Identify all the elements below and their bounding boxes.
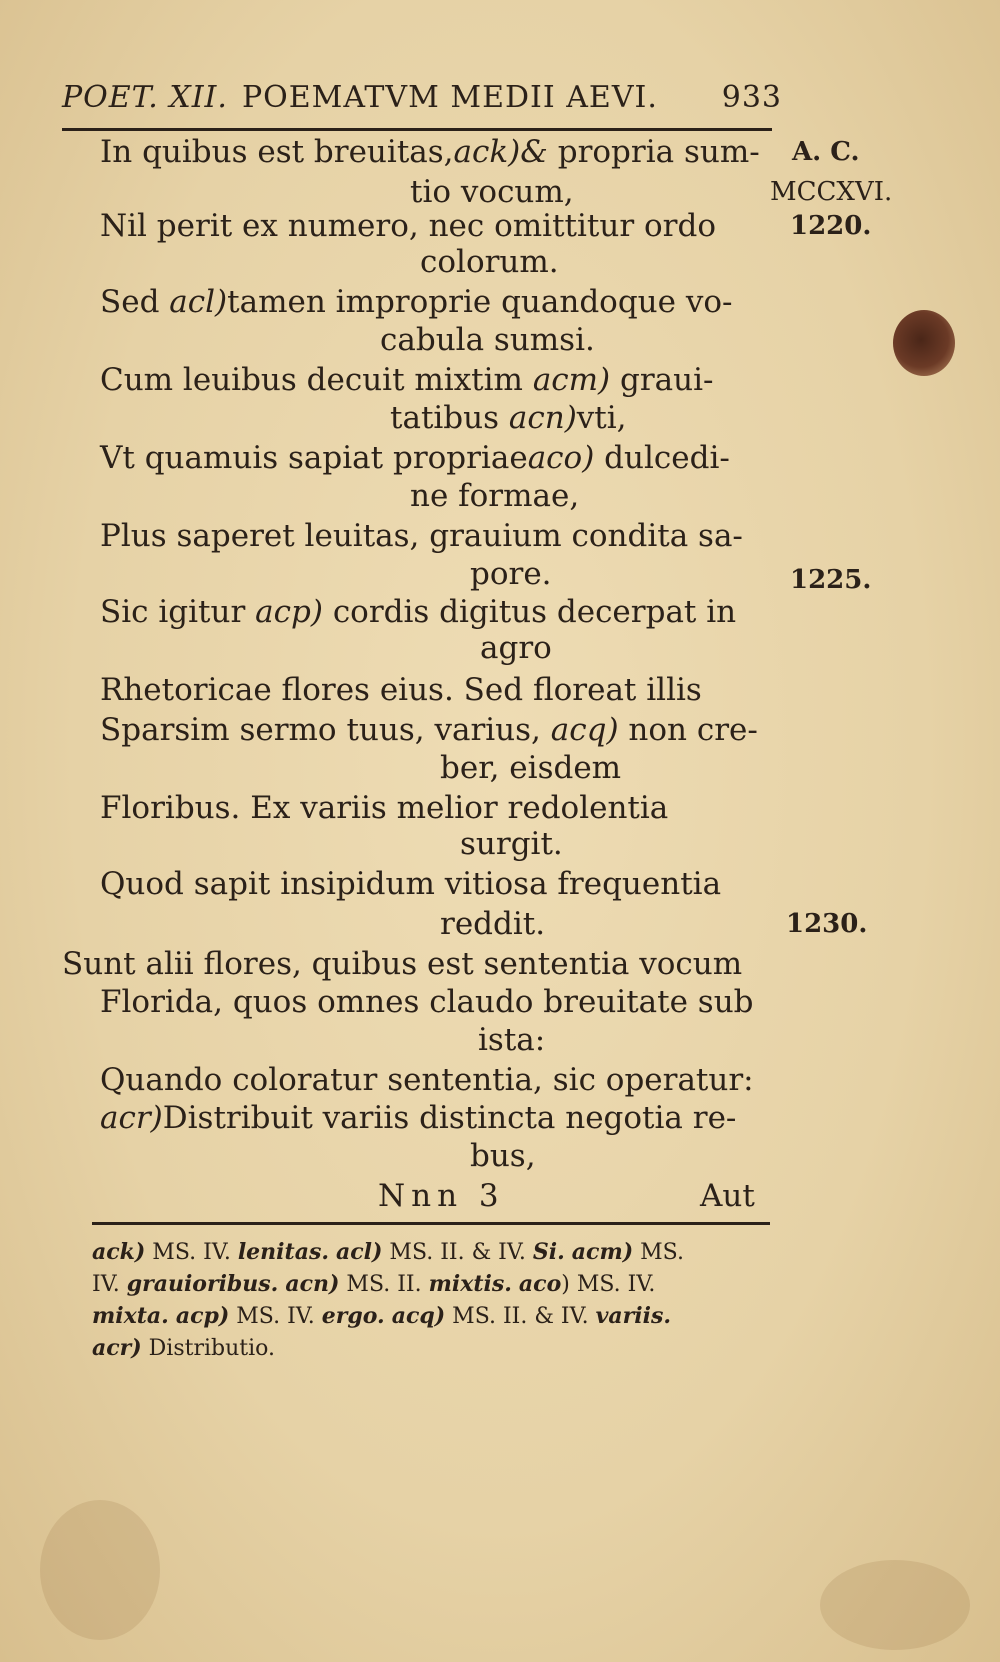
footnote-ref: acq) [550, 712, 619, 748]
verse-text: tatibus [390, 400, 500, 436]
footnote-rule [92, 1222, 770, 1225]
footnote-text [329, 1240, 336, 1265]
verse-continuation: agro [480, 630, 552, 666]
footnote-italic: ack) [92, 1239, 146, 1265]
verse-continuation: bus, [470, 1138, 536, 1174]
footnote-ref: acp) [255, 594, 323, 630]
verse-text: dulcedi- [604, 440, 730, 476]
footnote-text [565, 1240, 572, 1265]
footnote-text: ) MS. IV. [561, 1272, 656, 1297]
foxing-spot [40, 1500, 160, 1640]
verse-line [100, 438, 730, 478]
verse-continuation: surgit. [460, 826, 563, 862]
footnote-text: MS. IV. [145, 1240, 238, 1265]
foxing-spot [820, 1560, 970, 1650]
footnote-text: Distributio. [141, 1336, 275, 1361]
footnote-text: MS. II. [339, 1272, 429, 1297]
footnote-italic: grauioribus. [126, 1271, 279, 1297]
verse-text: graui- [620, 362, 714, 398]
footnote-line [92, 1268, 792, 1301]
verse-line: Quando coloratur sententia, sic operatur: [100, 1062, 754, 1098]
verse-line: Floribus. Ex variis melior redolentia [100, 790, 669, 826]
footnote-line [92, 1332, 792, 1365]
verse-continuation: reddit. [440, 906, 546, 942]
verse-continuation: ber, eisdem [440, 750, 622, 786]
footnote-text: MS. II. & IV. [382, 1240, 533, 1265]
footnote-text: MS. IV. [229, 1304, 322, 1329]
ink-stain [893, 310, 955, 376]
verse-line: Quod sapit insipidum vitiosa frequentia [100, 866, 722, 902]
verse-text: non cre- [628, 712, 758, 748]
signature-mark: Nnn 3 [378, 1178, 505, 1214]
verse-line [100, 710, 758, 750]
margin-line-number: 1220. [790, 211, 872, 241]
margin-year: MCCXVI. [770, 177, 893, 207]
verse-continuation: pore. [470, 556, 552, 592]
footnote-italic: mixtis. [428, 1271, 512, 1297]
verse-line: Plus saperet leuitas, grauium condita sa- [100, 518, 743, 554]
verse-line: Nil perit ex numero, nec omittitur ordo [100, 208, 717, 244]
footnote-text [512, 1272, 519, 1297]
footnote-text: MS. II. & IV. [445, 1304, 596, 1329]
footnote-italic: ergo. [321, 1303, 385, 1329]
footnote-italic: lenitas. [237, 1239, 329, 1265]
footnote-ref: aco) [527, 440, 595, 476]
catchword: Aut [700, 1178, 755, 1214]
footnote-italic: acq) [391, 1303, 446, 1329]
footnote-text: IV. [92, 1272, 127, 1297]
verse-continuation: tio vocum, [410, 174, 574, 210]
verse-text: tamen improprie quandoque vo- [227, 284, 733, 320]
header-section: POET. XII. [62, 80, 228, 115]
footnote-italic: mixta. [92, 1303, 169, 1329]
verse-text: Sparsim sermo tuus, varius, [100, 712, 541, 748]
footnote-line [92, 1300, 792, 1333]
running-header [62, 80, 782, 120]
footnote-italic: acp) [175, 1303, 230, 1329]
verse-line: Sunt alii flores, quibus est sententia vocum [62, 946, 743, 982]
footnote-italic: acn) [285, 1271, 340, 1297]
ampersand: & [520, 134, 548, 170]
footnote-ref: acn) [508, 400, 577, 436]
footnote-italic: Si. [532, 1239, 565, 1265]
footnote-text [169, 1304, 176, 1329]
verse-text: Distribuit variis distincta negotia re- [162, 1100, 737, 1136]
verse-text: cordis digitus decerpat in [332, 594, 737, 630]
verse-text: Sed [100, 284, 160, 320]
verse-line: Florida, quos omnes claudo breuitate sub [100, 984, 754, 1020]
verse-line [100, 132, 760, 172]
verse-text: Vt quamuis sapiat propriae [100, 440, 528, 476]
verse-continuation: colorum. [420, 244, 559, 280]
verse-line [100, 592, 736, 632]
verse-line [100, 1098, 736, 1138]
header-title: POEMATVM MEDII AEVI. [242, 80, 658, 115]
verse-continuation: cabula sumsi. [380, 322, 595, 358]
margin-year-label: A. C. [792, 137, 860, 167]
verse-text: propria sum- [557, 134, 760, 170]
footnote-text: MS. [633, 1240, 684, 1265]
footnote-italic: variis. [595, 1303, 672, 1329]
verse-continuation: ista: [478, 1022, 546, 1058]
page-number: 933 [721, 80, 782, 115]
verse-continuation [390, 398, 627, 438]
margin-line-number: 1225. [790, 565, 872, 595]
footnote-italic: aco [518, 1271, 562, 1297]
footnote-ref: acm) [532, 362, 611, 398]
verse-text: Sic igitur [100, 594, 246, 630]
footnote-ref: ack) [453, 134, 521, 170]
verse-text: In quibus est breuitas, [100, 134, 454, 170]
verse-continuation: ne formae, [410, 478, 580, 514]
verse-line [100, 282, 733, 322]
verse-line: Rhetoricae flores eius. Sed floreat illis [100, 672, 702, 708]
footnote-ref: acl) [169, 284, 228, 320]
verse-line [100, 360, 714, 400]
header-rule [62, 128, 772, 131]
footnote-text [385, 1304, 392, 1329]
footnote-italic: acr) [92, 1335, 142, 1361]
margin-line-number: 1230. [786, 909, 868, 939]
footnote-ref: acr) [100, 1100, 163, 1136]
verse-text: Cum leuibus decuit mixtim [100, 362, 523, 398]
footnote-italic: acl) [336, 1239, 383, 1265]
footnote-line [92, 1236, 792, 1269]
verse-text: vti, [576, 400, 627, 436]
footnote-italic: acm) [571, 1239, 634, 1265]
